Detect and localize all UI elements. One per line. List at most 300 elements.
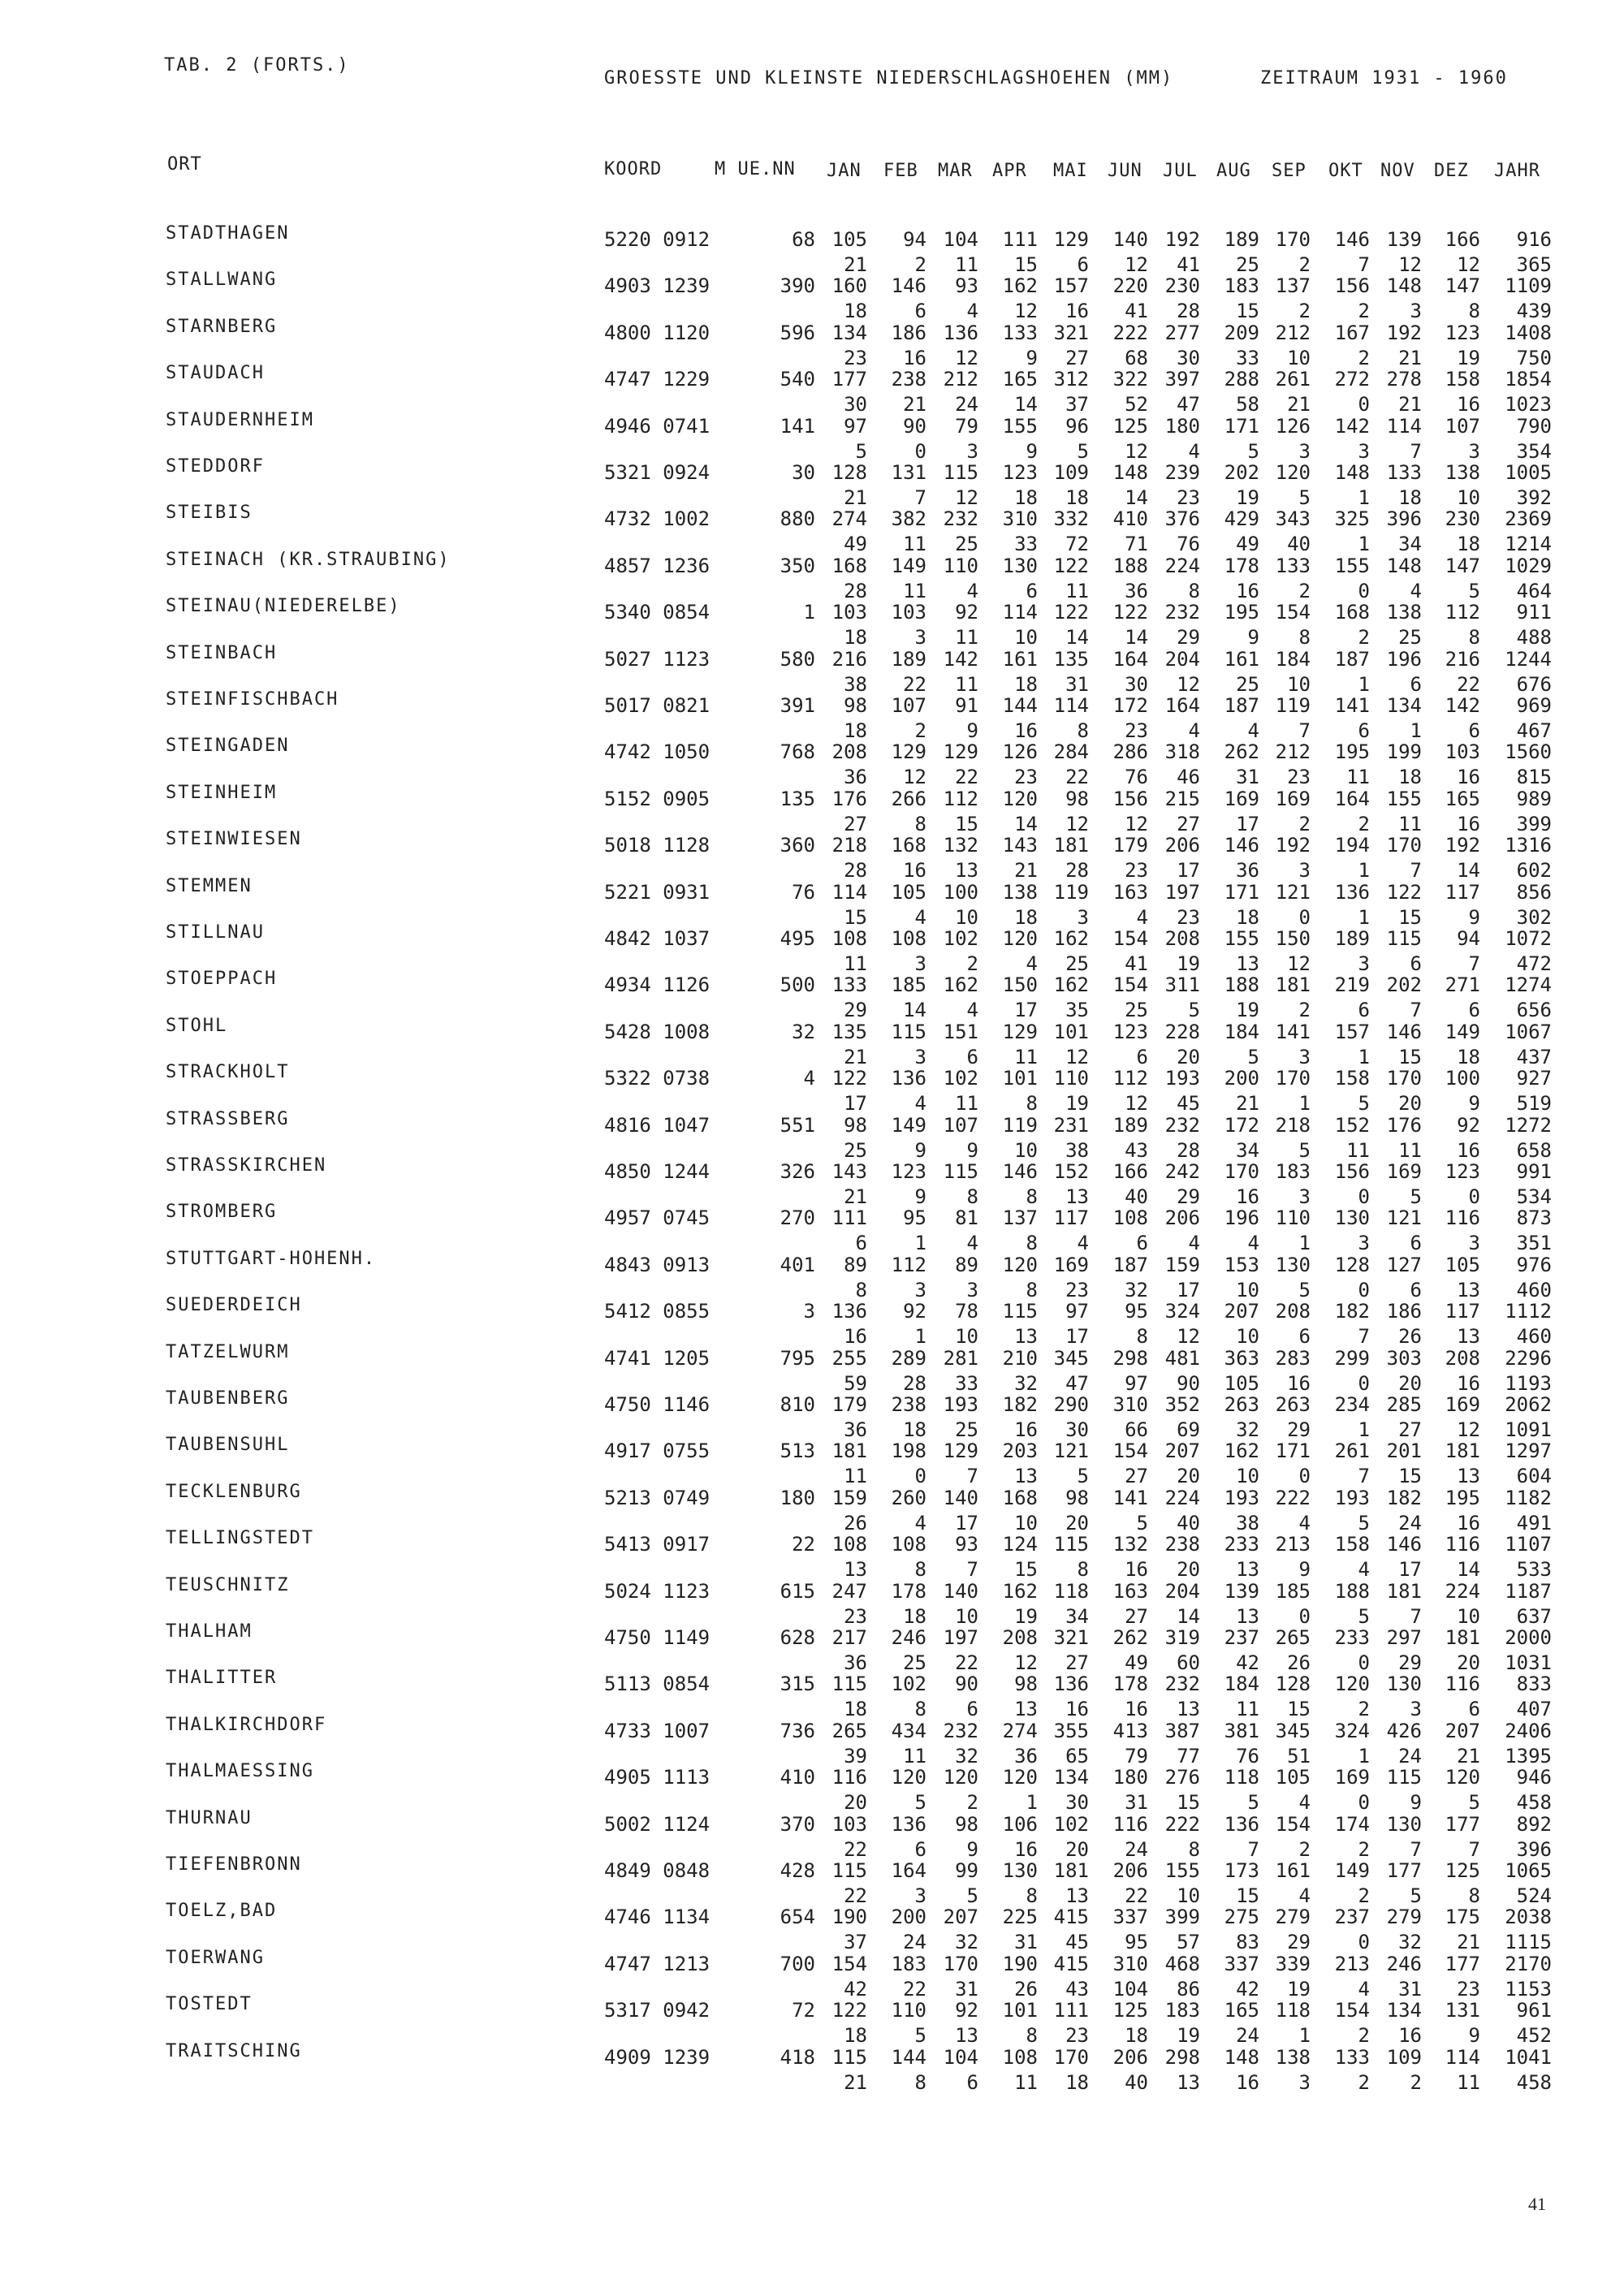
min-value-cell: 46 xyxy=(1177,766,1200,789)
max-value-cell: 133 xyxy=(831,973,867,997)
min-value-cell: 42 xyxy=(844,1977,867,2001)
station-name: STRASSKIRCHEN xyxy=(166,1155,327,1176)
max-value-cell: 155 xyxy=(1386,787,1422,810)
max-value-cell: 98 xyxy=(844,1113,867,1137)
min-value-cell: 15 xyxy=(1236,1884,1259,1907)
max-value-cell: 192 xyxy=(1275,834,1311,857)
min-value-cell: 0 xyxy=(1358,1791,1370,1815)
max-value-cell: 289 xyxy=(891,1346,926,1370)
station-name: TATZELWURM xyxy=(166,1341,290,1362)
min-value-cell: 0 xyxy=(1298,1604,1311,1628)
station-height: 22 xyxy=(792,1533,815,1556)
max-value-cell: 182 xyxy=(1334,1300,1370,1323)
max-value-cell: 230 xyxy=(1164,274,1200,298)
max-value-cell: 177 xyxy=(1445,1812,1480,1836)
column-header-ort: ORT xyxy=(167,154,202,175)
max-value-cell: 266 xyxy=(891,787,926,810)
min-value-cell: 9 xyxy=(1247,626,1259,650)
max-value-cell: 169 xyxy=(1445,1393,1480,1416)
max-value-cell: 481 xyxy=(1164,1346,1200,1370)
max-value-cell: 178 xyxy=(1112,1673,1148,1696)
column-header-feb: FEB xyxy=(883,161,918,181)
min-value-cell: 24 xyxy=(1125,1837,1148,1861)
max-value-cell: 166 xyxy=(1445,228,1480,251)
min-value-cell: 1 xyxy=(1410,719,1422,742)
max-value-cell: 170 xyxy=(1275,1067,1311,1090)
max-value-cell: 100 xyxy=(943,880,978,904)
min-value-cell: 16 xyxy=(1457,1138,1480,1162)
max-value-cell: 111 xyxy=(1053,1999,1089,2022)
max-value-cell: 162 xyxy=(1224,1440,1259,1463)
max-value-cell: 212 xyxy=(1275,321,1311,344)
max-value-cell: 119 xyxy=(1002,1113,1038,1137)
max-value-cell: 116 xyxy=(1445,1533,1480,1556)
min-value-cell: 3 xyxy=(1298,1185,1311,1208)
station-name: STRASSBERG xyxy=(166,1108,290,1129)
min-value-cell: 10 xyxy=(1014,626,1038,650)
max-value-cell: 216 xyxy=(1445,647,1480,671)
min-value-cell: 25 xyxy=(1125,999,1148,1022)
min-value-cell: 19 xyxy=(1287,1977,1311,2001)
min-value-cell: 1 xyxy=(1358,1045,1370,1068)
min-value-cell: 8 xyxy=(914,1558,926,1582)
column-header-jun: JUN xyxy=(1108,161,1142,181)
max-value-cell: 207 xyxy=(943,1906,978,1929)
min-value-cell: 4 xyxy=(1188,1232,1200,1255)
max-value-cell: 98 xyxy=(1065,787,1089,810)
max-value-cell: 212 xyxy=(943,368,978,391)
min-value-cell: 38 xyxy=(844,672,867,696)
min-value-cell: 3 xyxy=(1358,439,1370,463)
min-value-cell: 17 xyxy=(1236,812,1259,835)
min-value-cell: 18 xyxy=(1398,486,1422,509)
max-value-cell: 166 xyxy=(1112,1160,1148,1183)
max-value-cell: 230 xyxy=(1445,507,1480,531)
min-value-cell: 25 xyxy=(955,533,978,556)
station-name: STEINGADEN xyxy=(166,736,290,757)
max-value-cell: 104 xyxy=(943,2045,978,2069)
min-value-cell: 13 xyxy=(1065,1884,1089,1907)
min-value-cell: 6 xyxy=(1136,1045,1148,1068)
min-value-cell: 9 xyxy=(966,719,978,742)
min-value-cell: 8 xyxy=(1468,1884,1480,1907)
min-value-cell: 21 xyxy=(1014,859,1038,883)
station-name: STEIBIS xyxy=(166,503,253,524)
max-value-cell: 98 xyxy=(844,694,867,717)
max-value-cell: 155 xyxy=(1224,927,1259,950)
min-value-cell: 77 xyxy=(1177,1744,1200,1768)
max-value-cell: 218 xyxy=(1275,1113,1311,1137)
max-value-cell: 183 xyxy=(1224,274,1259,298)
max-value-cell: 98 xyxy=(1065,1486,1089,1509)
min-value-cell: 5 xyxy=(966,1884,978,1907)
max-value-cell: 119 xyxy=(1275,694,1311,717)
max-value-cell: 195 xyxy=(1445,1486,1480,1509)
max-value-cell: 131 xyxy=(1445,1999,1480,2022)
min-value-cell: 36 xyxy=(1014,1744,1038,1768)
min-value-cell: 16 xyxy=(1065,1698,1089,1721)
min-value-cell: 3 xyxy=(1410,300,1422,323)
min-value-cell: 25 xyxy=(903,1651,926,1674)
min-value-cell: 13 xyxy=(1236,1604,1259,1628)
station-koord: 5002 1124 xyxy=(604,1812,710,1836)
max-value-cell: 102 xyxy=(943,1067,978,1090)
min-value-cell: 0 xyxy=(1298,905,1311,929)
max-value-cell: 151 xyxy=(943,1020,978,1043)
min-value-cell: 11 xyxy=(1236,1698,1259,1721)
max-value-cell: 103 xyxy=(831,601,867,624)
station-koord: 5413 0917 xyxy=(604,1533,710,1556)
max-value-cell: 116 xyxy=(1445,1673,1480,1696)
min-value-cell: 6 xyxy=(1026,579,1038,602)
max-value-cell: 208 xyxy=(1164,927,1200,950)
min-value-cell: 21 xyxy=(1398,393,1422,417)
max-value-cell: 170 xyxy=(1224,1160,1259,1183)
max-value-cell: 197 xyxy=(1164,880,1200,904)
min-value-cell: 21 xyxy=(844,486,867,509)
min-value-cell: 11 xyxy=(1457,2070,1480,2094)
max-value-cell: 143 xyxy=(1002,834,1038,857)
min-value-cell: 3 xyxy=(1410,1698,1422,1721)
max-value-cell: 114 xyxy=(1445,2045,1480,2069)
min-value-cell: 6 xyxy=(1358,719,1370,742)
max-value-cell: 154 xyxy=(1112,973,1148,997)
max-value-cell: 114 xyxy=(1002,601,1038,624)
min-value-cell: 32 xyxy=(1236,1418,1259,1441)
min-value-cell: 57 xyxy=(1177,1931,1200,1954)
station-height: 418 xyxy=(780,2045,815,2069)
station-name: TAUBENBERG xyxy=(166,1388,290,1409)
min-value-cell: 4 xyxy=(966,1232,978,1255)
min-value-cell: 19 xyxy=(1457,346,1480,369)
min-value-cell: 21 xyxy=(1287,393,1311,417)
min-value-cell: 30 xyxy=(1125,672,1148,696)
max-value-cell: 142 xyxy=(1334,414,1370,438)
min-value-cell: 3 xyxy=(1298,2070,1311,2094)
min-value-cell: 3 xyxy=(1468,1232,1480,1255)
max-value-cell: 115 xyxy=(1002,1300,1038,1323)
min-value-cell: 14 xyxy=(1125,626,1148,650)
min-value-cell: 12 xyxy=(1065,812,1089,835)
min-value-cell: 18 xyxy=(1014,486,1038,509)
min-value-cell: 29 xyxy=(844,999,867,1022)
max-value-cell: 263 xyxy=(1275,1393,1311,1416)
min-value-cell: 21 xyxy=(1457,1931,1480,1954)
max-value-cell: 352 xyxy=(1164,1393,1200,1416)
min-value-cell: 22 xyxy=(844,1837,867,1861)
max-value-cell: 123 xyxy=(1445,1160,1480,1183)
max-value-cell: 238 xyxy=(891,1393,926,1416)
station-koord: 4843 0913 xyxy=(604,1253,710,1276)
column-header-mai: MAI xyxy=(1053,161,1088,181)
station-height: 700 xyxy=(780,1952,815,1975)
max-value-cell: 158 xyxy=(1445,368,1480,391)
max-value-cell: 130 xyxy=(1386,1812,1422,1836)
max-value-cell: 172 xyxy=(1112,694,1148,717)
min-value-cell: 4 xyxy=(1298,1791,1311,1815)
max-value-cell: 224 xyxy=(1445,1579,1480,1603)
max-value-cell: 213 xyxy=(1275,1533,1311,1556)
max-value-cell: 161 xyxy=(1002,647,1038,671)
min-value-cell: 5 xyxy=(1188,999,1200,1022)
max-value-cell: 1067 xyxy=(1505,1020,1552,1043)
max-value-cell: 107 xyxy=(891,694,926,717)
min-value-cell: 1193 xyxy=(1505,1371,1552,1395)
min-value-cell: 23 xyxy=(844,1604,867,1628)
max-value-cell: 93 xyxy=(955,1533,978,1556)
min-value-cell: 602 xyxy=(1516,859,1552,883)
min-value-cell: 12 xyxy=(1125,439,1148,463)
min-value-cell: 18 xyxy=(1236,905,1259,929)
station-koord: 5152 0905 xyxy=(604,787,710,810)
min-value-cell: 20 xyxy=(1177,1465,1200,1488)
max-value-cell: 153 xyxy=(1224,1253,1259,1276)
max-value-cell: 324 xyxy=(1164,1300,1200,1323)
min-value-cell: 2 xyxy=(1358,812,1370,835)
min-value-cell: 15 xyxy=(1398,1045,1422,1068)
min-value-cell: 365 xyxy=(1516,253,1552,276)
max-value-cell: 189 xyxy=(1224,228,1259,251)
min-value-cell: 8 xyxy=(1077,719,1089,742)
max-value-cell: 173 xyxy=(1224,1859,1259,1882)
max-value-cell: 155 xyxy=(1164,1859,1200,1882)
max-value-cell: 209 xyxy=(1224,321,1259,344)
min-value-cell: 9 xyxy=(914,1138,926,1162)
max-value-cell: 158 xyxy=(1334,1067,1370,1090)
max-value-cell: 122 xyxy=(1053,601,1089,624)
max-value-cell: 129 xyxy=(943,1440,978,1463)
min-value-cell: 18 xyxy=(1065,486,1089,509)
max-value-cell: 107 xyxy=(943,1113,978,1137)
max-value-cell: 206 xyxy=(1112,2045,1148,2069)
max-value-cell: 178 xyxy=(891,1579,926,1603)
max-value-cell: 117 xyxy=(1053,1206,1089,1230)
station-height: 410 xyxy=(780,1766,815,1789)
max-value-cell: 123 xyxy=(891,1160,926,1183)
min-value-cell: 6 xyxy=(914,300,926,323)
min-value-cell: 31 xyxy=(955,1977,978,2001)
max-value-cell: 136 xyxy=(891,1067,926,1090)
min-value-cell: 8 xyxy=(1298,626,1311,650)
max-value-cell: 154 xyxy=(1112,1440,1148,1463)
max-value-cell: 2038 xyxy=(1505,1906,1552,1929)
min-value-cell: 6 xyxy=(855,1232,867,1255)
max-value-cell: 332 xyxy=(1053,507,1089,531)
max-value-cell: 133 xyxy=(1275,554,1311,577)
min-value-cell: 0 xyxy=(914,1465,926,1488)
station-koord: 5113 0854 xyxy=(604,1673,710,1696)
max-value-cell: 132 xyxy=(1112,1533,1148,1556)
max-value-cell: 138 xyxy=(1445,461,1480,484)
min-value-cell: 6 xyxy=(1298,1325,1311,1349)
max-value-cell: 97 xyxy=(844,414,867,438)
max-value-cell: 195 xyxy=(1224,601,1259,624)
station-height: 540 xyxy=(780,368,815,391)
min-value-cell: 19 xyxy=(1065,1092,1089,1116)
max-value-cell: 181 xyxy=(1445,1440,1480,1463)
min-value-cell: 22 xyxy=(1457,672,1480,696)
min-value-cell: 5 xyxy=(914,2024,926,2048)
min-value-cell: 7 xyxy=(1358,1325,1370,1349)
min-value-cell: 8 xyxy=(1026,1278,1038,1301)
min-value-cell: 6 xyxy=(1358,999,1370,1022)
max-value-cell: 177 xyxy=(831,368,867,391)
station-name: STEINAU(NIEDERELBE) xyxy=(166,596,401,617)
min-value-cell: 491 xyxy=(1516,1511,1552,1534)
min-value-cell: 3 xyxy=(1298,439,1311,463)
min-value-cell: 2 xyxy=(966,952,978,975)
max-value-cell: 150 xyxy=(1002,973,1038,997)
min-value-cell: 35 xyxy=(1065,999,1089,1022)
min-value-cell: 4 xyxy=(914,1511,926,1534)
min-value-cell: 12 xyxy=(1125,253,1148,276)
station-height: 880 xyxy=(780,507,815,531)
max-value-cell: 206 xyxy=(1164,834,1200,857)
min-value-cell: 8 xyxy=(914,812,926,835)
max-value-cell: 220 xyxy=(1112,274,1148,298)
max-value-cell: 138 xyxy=(1002,880,1038,904)
min-value-cell: 16 xyxy=(1014,1837,1038,1861)
max-value-cell: 946 xyxy=(1516,1766,1552,1789)
station-height: 76 xyxy=(792,880,815,904)
max-value-cell: 146 xyxy=(1334,228,1370,251)
station-height: 180 xyxy=(780,1486,815,1509)
max-value-cell: 141 xyxy=(1275,1020,1311,1043)
min-value-cell: 41 xyxy=(1125,952,1148,975)
min-value-cell: 4 xyxy=(966,579,978,602)
min-value-cell: 20 xyxy=(1457,1651,1480,1674)
max-value-cell: 146 xyxy=(1386,1533,1422,1556)
min-value-cell: 15 xyxy=(1398,1465,1422,1488)
min-value-cell: 14 xyxy=(1014,393,1038,417)
min-value-cell: 396 xyxy=(1516,1837,1552,1861)
station-height: 390 xyxy=(780,274,815,298)
min-value-cell: 9 xyxy=(1026,439,1038,463)
min-value-cell: 16 xyxy=(1236,1185,1259,1208)
max-value-cell: 265 xyxy=(831,1719,867,1742)
station-height: 768 xyxy=(780,740,815,764)
max-value-cell: 1005 xyxy=(1505,461,1552,484)
max-value-cell: 168 xyxy=(1002,1486,1038,1509)
station-koord: 4800 1120 xyxy=(604,321,710,344)
min-value-cell: 16 xyxy=(1398,2024,1422,2048)
station-name: STALLWANG xyxy=(166,270,278,291)
max-value-cell: 274 xyxy=(1002,1719,1038,1742)
min-value-cell: 7 xyxy=(1358,253,1370,276)
min-value-cell: 14 xyxy=(1065,626,1089,650)
min-value-cell: 23 xyxy=(1177,905,1200,929)
max-value-cell: 319 xyxy=(1164,1626,1200,1649)
max-value-cell: 120 xyxy=(1275,461,1311,484)
max-value-cell: 137 xyxy=(1002,1206,1038,1230)
station-koord: 4957 0745 xyxy=(604,1206,710,1230)
max-value-cell: 1065 xyxy=(1505,1859,1552,1882)
max-value-cell: 242 xyxy=(1164,1160,1200,1183)
min-value-cell: 458 xyxy=(1516,2070,1552,2094)
max-value-cell: 199 xyxy=(1386,740,1422,764)
max-value-cell: 193 xyxy=(1334,1486,1370,1509)
max-value-cell: 310 xyxy=(1112,1952,1148,1975)
max-value-cell: 200 xyxy=(1224,1067,1259,1090)
max-value-cell: 222 xyxy=(1112,321,1148,344)
station-name: THURNAU xyxy=(166,1807,253,1828)
max-value-cell: 345 xyxy=(1275,1719,1311,1742)
max-value-cell: 122 xyxy=(831,1067,867,1090)
min-value-cell: 30 xyxy=(1177,346,1200,369)
max-value-cell: 188 xyxy=(1224,973,1259,997)
max-value-cell: 169 xyxy=(1334,1766,1370,1789)
max-value-cell: 297 xyxy=(1386,1626,1422,1649)
min-value-cell: 14 xyxy=(1457,1558,1480,1582)
min-value-cell: 4 xyxy=(966,999,978,1022)
max-value-cell: 154 xyxy=(1112,927,1148,950)
max-value-cell: 217 xyxy=(831,1626,867,1649)
min-value-cell: 10 xyxy=(1457,486,1480,509)
min-value-cell: 26 xyxy=(1287,1651,1311,1674)
max-value-cell: 318 xyxy=(1164,740,1200,764)
max-value-cell: 163 xyxy=(1112,1579,1148,1603)
min-value-cell: 13 xyxy=(1177,2070,1200,2094)
min-value-cell: 2 xyxy=(1358,2070,1370,2094)
max-value-cell: 108 xyxy=(1002,2045,1038,2069)
station-name: STEMMEN xyxy=(166,875,253,896)
max-value-cell: 165 xyxy=(1002,368,1038,391)
min-value-cell: 6 xyxy=(966,1045,978,1068)
min-value-cell: 40 xyxy=(1125,1185,1148,1208)
max-value-cell: 169 xyxy=(1275,787,1311,810)
max-value-cell: 189 xyxy=(891,647,926,671)
max-value-cell: 136 xyxy=(831,1300,867,1323)
min-value-cell: 6 xyxy=(1468,1698,1480,1721)
min-value-cell: 20 xyxy=(1177,1045,1200,1068)
min-value-cell: 38 xyxy=(1065,1138,1089,1162)
min-value-cell: 5 xyxy=(1468,579,1480,602)
station-name: TOSTEDT xyxy=(166,1994,253,2015)
min-value-cell: 8 xyxy=(1026,1232,1038,1255)
station-koord: 4934 1126 xyxy=(604,973,710,997)
max-value-cell: 79 xyxy=(955,414,978,438)
max-value-cell: 130 xyxy=(1002,1859,1038,1882)
min-value-cell: 12 xyxy=(955,486,978,509)
max-value-cell: 115 xyxy=(831,1673,867,1696)
min-value-cell: 66 xyxy=(1125,1418,1148,1441)
min-value-cell: 488 xyxy=(1516,626,1552,650)
max-value-cell: 112 xyxy=(1445,601,1480,624)
min-value-cell: 5 xyxy=(1298,486,1311,509)
max-value-cell: 95 xyxy=(903,1206,926,1230)
min-value-cell: 17 xyxy=(1065,1325,1089,1349)
min-value-cell: 5 xyxy=(1410,1185,1422,1208)
max-value-cell: 310 xyxy=(1112,1393,1148,1416)
max-value-cell: 110 xyxy=(1053,1067,1089,1090)
min-value-cell: 12 xyxy=(1457,1418,1480,1441)
min-value-cell: 30 xyxy=(844,393,867,417)
min-value-cell: 8 xyxy=(1077,1558,1089,1582)
max-value-cell: 1272 xyxy=(1505,1113,1552,1137)
min-value-cell: 12 xyxy=(903,766,926,789)
max-value-cell: 118 xyxy=(1275,1999,1311,2022)
min-value-cell: 534 xyxy=(1516,1185,1552,1208)
min-value-cell: 4 xyxy=(1298,1884,1311,1907)
min-value-cell: 8 xyxy=(1468,300,1480,323)
max-value-cell: 321 xyxy=(1053,1626,1089,1649)
max-value-cell: 154 xyxy=(1334,1999,1370,2022)
max-value-cell: 311 xyxy=(1164,973,1200,997)
station-name: STEINBACH xyxy=(166,642,278,663)
min-value-cell: 750 xyxy=(1516,346,1552,369)
station-koord: 5322 0738 xyxy=(604,1067,710,1090)
max-value-cell: 101 xyxy=(1002,1067,1038,1090)
